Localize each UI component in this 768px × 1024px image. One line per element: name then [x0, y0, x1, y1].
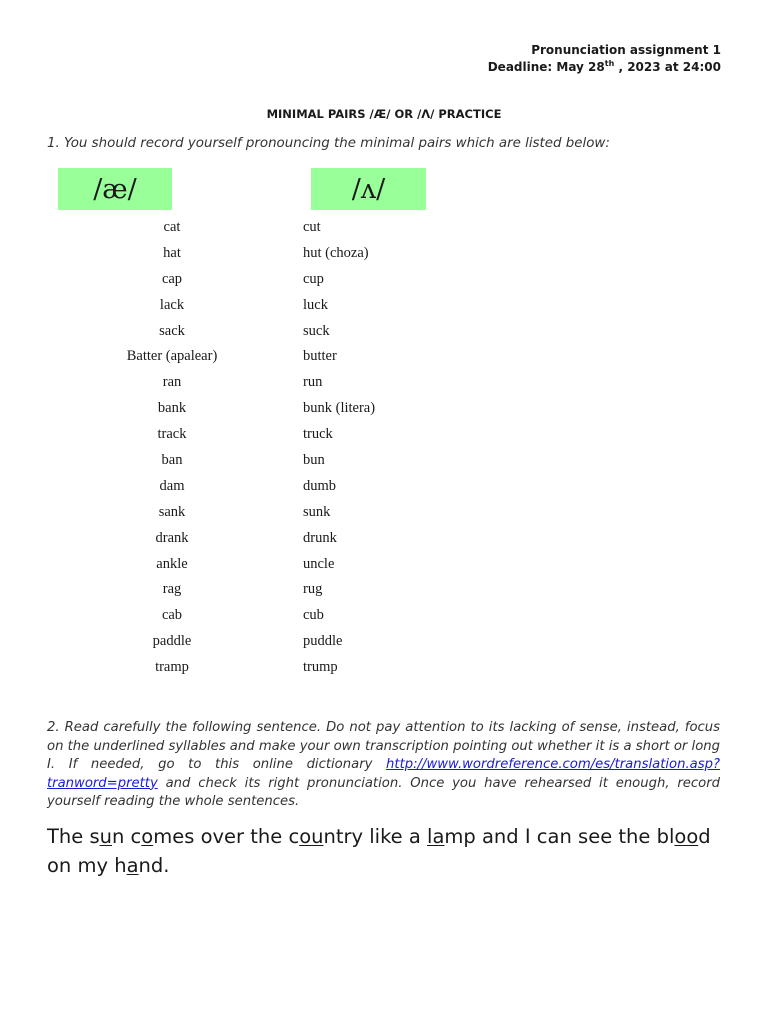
- ae-word: rag: [162, 581, 182, 598]
- ae-word: Batter (apalear): [126, 348, 218, 365]
- uh-word: bunk (litera): [303, 400, 376, 417]
- sentence-text: mp and I can see the bl: [444, 825, 675, 848]
- ipa-ae-symbol: /æ/: [58, 168, 172, 210]
- ae-word: cat: [163, 219, 181, 235]
- sentence-text: n c: [112, 825, 142, 848]
- ae-word: cap: [161, 270, 183, 287]
- uh-word: puddle: [303, 633, 343, 650]
- uh-word: suck: [303, 322, 330, 339]
- sentence-text: mes over the c: [153, 825, 300, 848]
- underlined-syllable: ou: [299, 825, 324, 848]
- ae-word: sack: [159, 322, 185, 339]
- instruction-2: 2. Read carefully the following sentence. Do not pay attention to its lacking of sense, instead, focus on the underlined syllables and make your own transcription pointing out whether it is a short or long I. If needed, go to this online dictionary http://www.wordreference.com/es/translation.asp?tranword=pretty and check its right pronunciation. Once you have rehearsed it enough, record yourself reading the whole sentences.: [47, 720, 720, 809]
- sentence-text: nd.: [138, 854, 170, 877]
- uh-word-list: [303, 218, 503, 684]
- uh-word: luck: [303, 296, 328, 313]
- uh-word: uncle: [303, 555, 335, 572]
- uh-word: dumb: [303, 477, 337, 494]
- ae-word: dam: [159, 477, 185, 494]
- ae-word: bank: [157, 400, 187, 417]
- ae-word: lack: [159, 296, 185, 313]
- uh-word: cup: [303, 270, 324, 287]
- practice-sentence: [47, 822, 737, 880]
- underlined-syllable: oo: [674, 825, 699, 848]
- sentence-text: ntry like a: [323, 825, 428, 848]
- uh-word: truck: [303, 426, 333, 443]
- uh-word: sunk: [303, 503, 331, 520]
- sentence-text: The s: [47, 825, 100, 848]
- ae-word: sank: [158, 503, 186, 520]
- sentence-text: d on my h: [47, 825, 711, 877]
- instruction-1: 1. You should record yourself pronouncing the minimal pairs which are listed below:: [47, 136, 610, 151]
- ae-word-list: [110, 218, 234, 684]
- uh-word: hut (choza): [303, 244, 369, 261]
- uh-word: drunk: [303, 529, 337, 546]
- uh-word: bun: [303, 452, 325, 469]
- underlined-syllable: a: [126, 854, 139, 877]
- ae-word: ran: [162, 374, 182, 391]
- uh-word: trump: [303, 659, 338, 676]
- uh-word: rug: [303, 581, 323, 598]
- uh-word: cut: [303, 219, 321, 235]
- uh-word: butter: [303, 348, 337, 365]
- page-title: MINIMAL PAIRS /Æ/ OR /Λ/ PRACTICE: [266, 107, 502, 121]
- ae-word: paddle: [152, 633, 192, 650]
- ae-word: track: [157, 426, 187, 443]
- ipa-uh-symbol: /ʌ/: [311, 168, 426, 210]
- assignment-title: Pronunciation assignment 1: [531, 43, 721, 57]
- uh-word: cub: [303, 607, 324, 624]
- ae-word: ankle: [156, 555, 188, 572]
- underlined-syllable: o: [141, 825, 154, 848]
- ae-word: hat: [163, 244, 181, 261]
- dictionary-link[interactable]: http://www.wordreference.com/es/translation.asp?tranword=pretty: [47, 757, 720, 791]
- underlined-syllable: u: [99, 825, 112, 848]
- ae-word: ban: [161, 452, 183, 469]
- deadline: Deadline: May 28th , 2023 at 24:00: [487, 59, 721, 74]
- underlined-syllable: la: [427, 825, 445, 848]
- ae-word: cab: [161, 607, 183, 624]
- uh-word: run: [303, 374, 323, 391]
- ae-word: drank: [155, 529, 189, 546]
- ae-word: tramp: [155, 659, 189, 676]
